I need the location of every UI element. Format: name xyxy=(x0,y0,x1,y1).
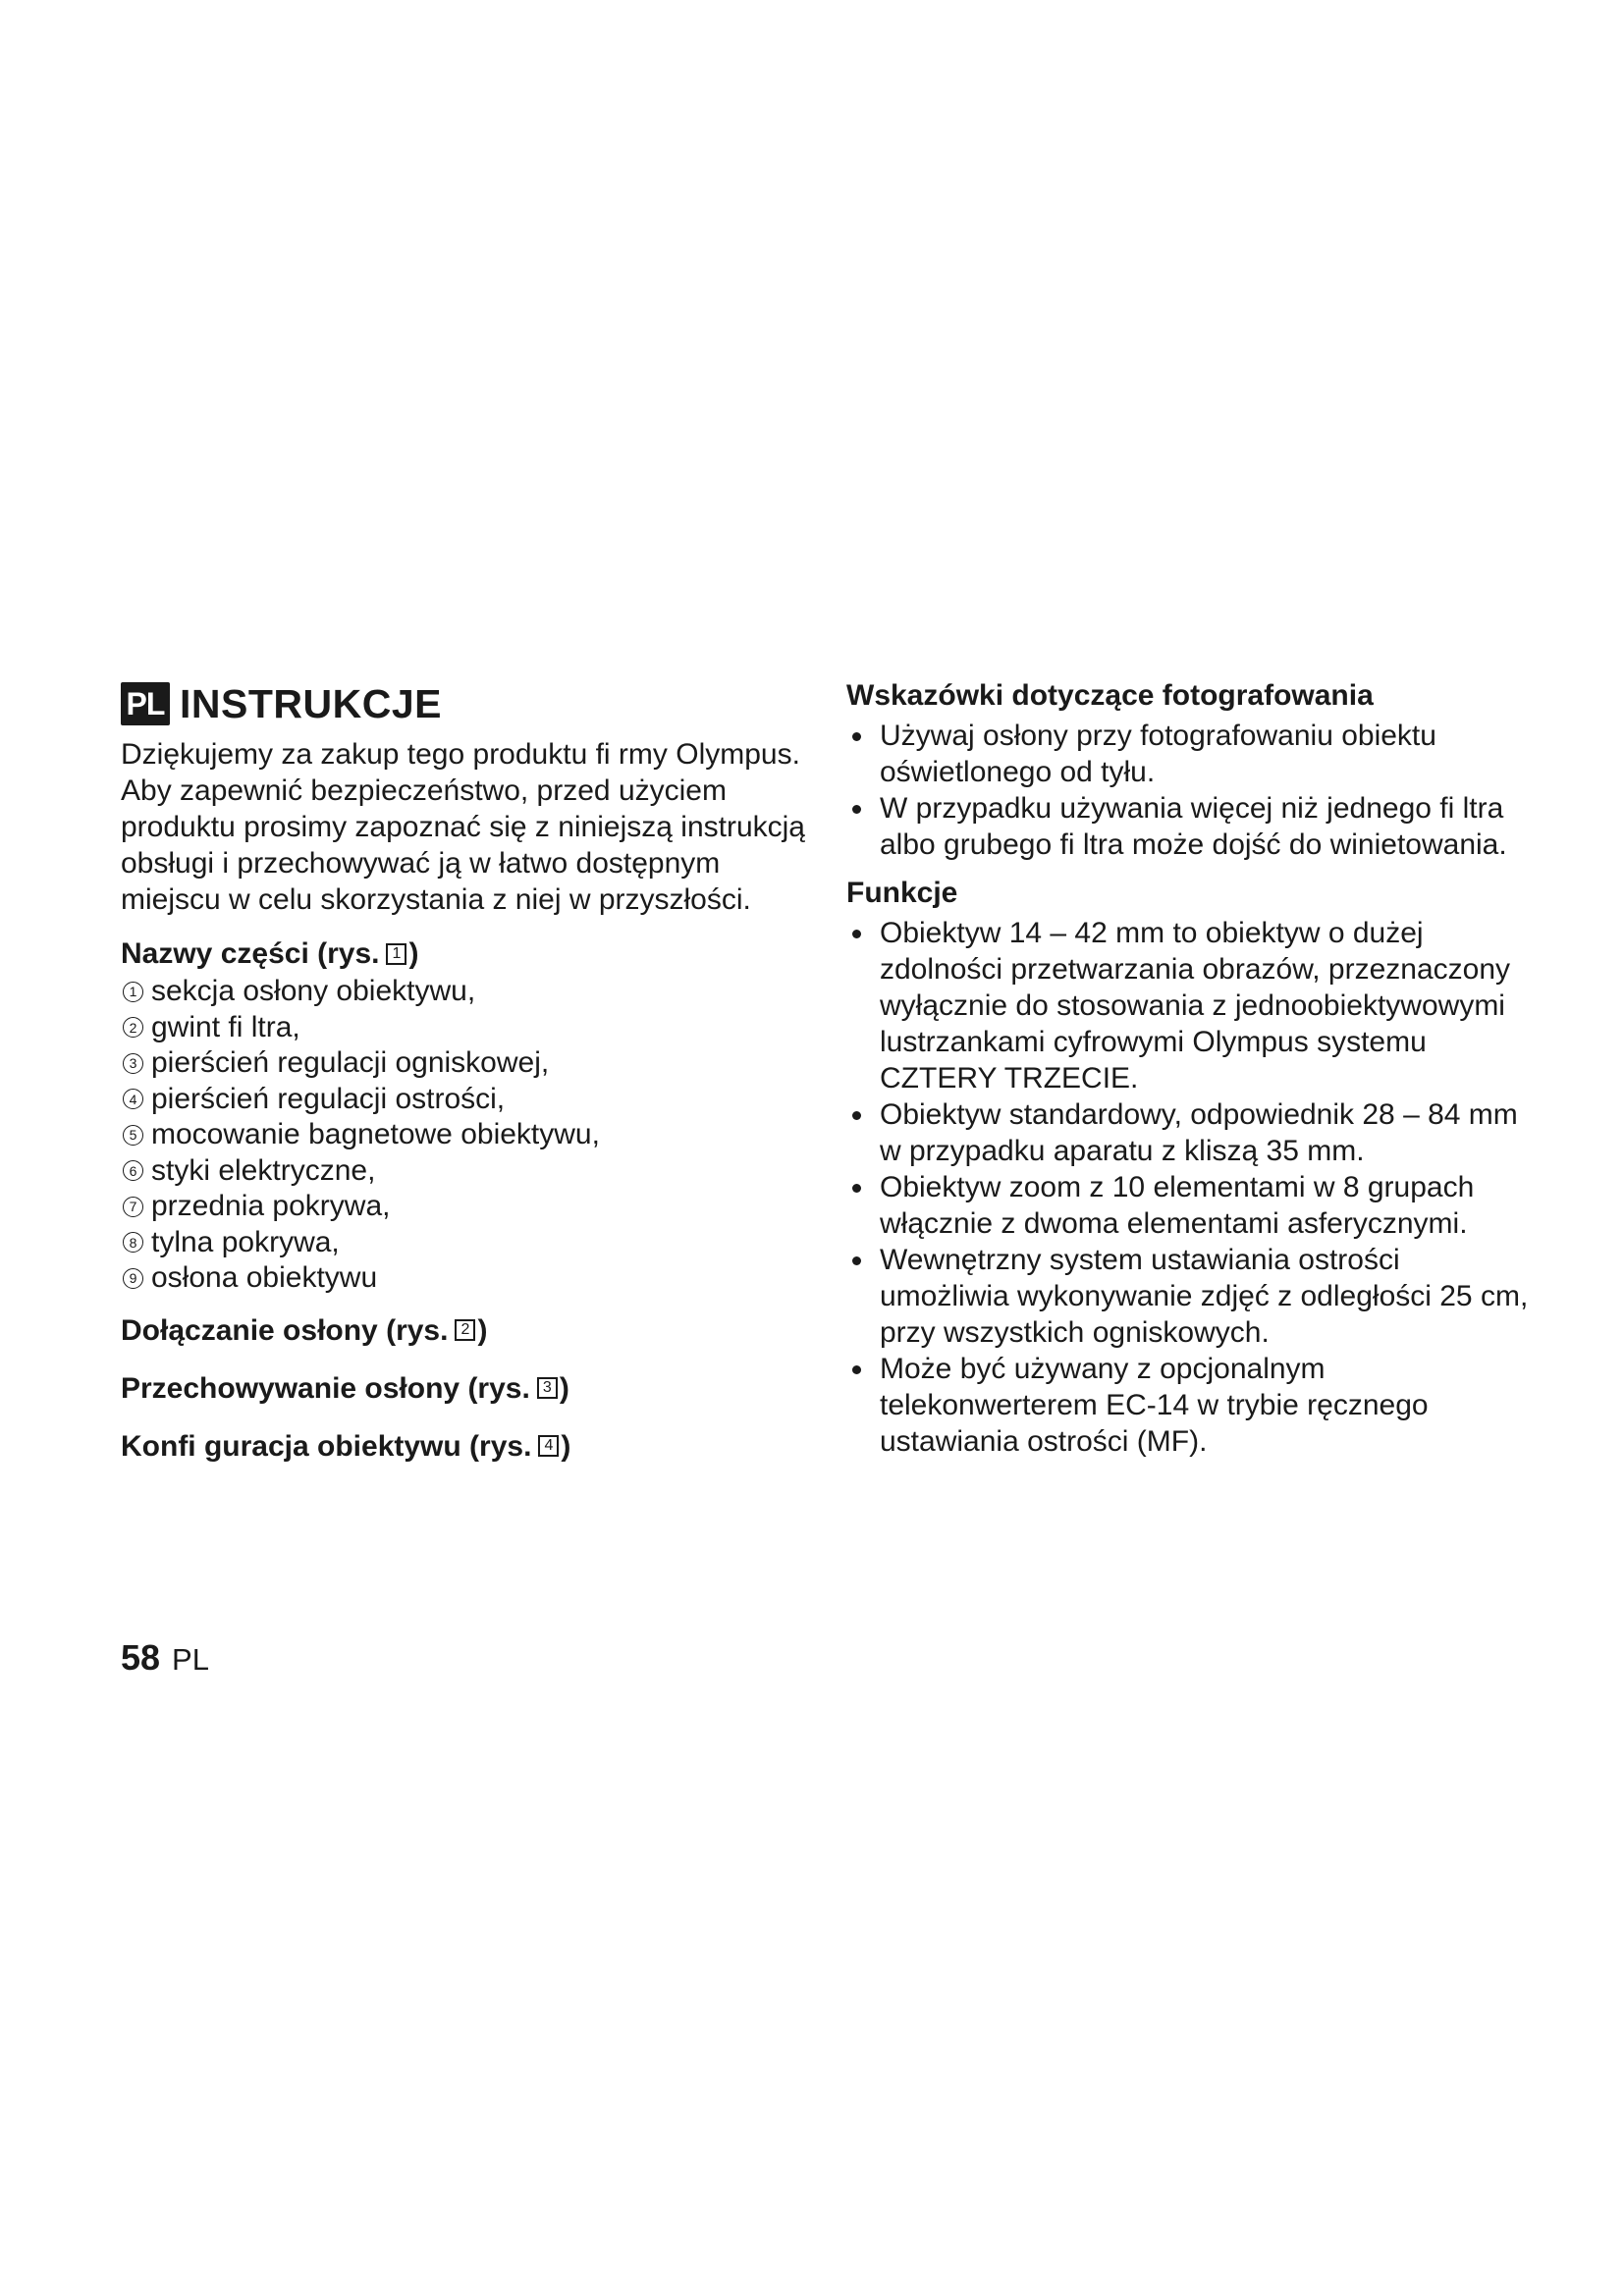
list-item xyxy=(121,1045,808,1082)
page-number: 58 xyxy=(121,1637,161,1678)
lens-config-heading: Konfi guracja obiektywu (rys. 4 ) xyxy=(121,1429,571,1463)
figure-ref-icon: 3 xyxy=(537,1377,558,1399)
part-label: sekcja osłony obiektywu, xyxy=(151,975,476,1007)
parts-heading-label: Nazwy części (rys. xyxy=(121,937,380,970)
page-title: INSTRUKCJE xyxy=(180,680,442,726)
part-label: przednia pokrywa, xyxy=(151,1190,391,1222)
part-label: pierścień regulacji ostrości, xyxy=(151,1082,506,1115)
list-item xyxy=(121,974,808,1010)
part-label: mocowanie bagnetowe obiektywu, xyxy=(151,1118,600,1150)
language-badge: PL xyxy=(121,682,170,725)
parts-heading: Nazwy części (rys. 1 ) xyxy=(121,937,419,970)
part-label: tylna pokrywa, xyxy=(151,1225,340,1258)
list-item: Obiektyw standardowy, odpowiednik 28 – 84 mm w przypadku aparatu z kliszą 35 mm. xyxy=(846,1096,1534,1169)
list-item xyxy=(121,1117,808,1153)
list-item: Używaj osłony przy fotografowaniu obiektu oświetlonego od tyłu. xyxy=(846,718,1534,790)
list-item: W przypadku używania więcej niż jednego fi ltra albo grubego fi ltra może dojść do winietowania. xyxy=(846,790,1534,863)
figure-ref-icon: 4 xyxy=(538,1435,559,1457)
circled-number-icon: 3 xyxy=(123,1053,143,1074)
list-item: Obiektyw 14 – 42 mm to obiektyw o dużej zdolności przetwarzania obrazów, przeznaczony wyłącznie do stosowania z jednoobiektywowymi lustrzankami cyfrowymi Olympus systemu CZTERY TRZECIE. xyxy=(846,915,1534,1096)
list-item xyxy=(121,1082,808,1118)
figure-ref-icon: 2 xyxy=(455,1319,475,1341)
circled-number-icon: 9 xyxy=(123,1268,143,1289)
part-label: pierścień regulacji ogniskowej, xyxy=(151,1046,550,1079)
lens-config-label: Konfi guracja obiektywu (rys. xyxy=(121,1429,532,1463)
circled-number-icon: 6 xyxy=(123,1160,143,1181)
list-item: Obiektyw zoom z 10 elementami w 8 grupach włącznie z dwoma elementami asferycznymi. xyxy=(846,1169,1534,1242)
store-hood-heading: Przechowywanie osłony (rys. 3 ) xyxy=(121,1371,569,1405)
circled-number-icon: 5 xyxy=(123,1125,143,1146)
circled-number-icon: 2 xyxy=(123,1017,143,1038)
part-label: osłona obiektywu xyxy=(151,1261,378,1294)
part-label: gwint fi ltra, xyxy=(151,1010,300,1043)
list-item: Może być używany z opcjonalnym telekonwerterem EC-14 w trybie ręcznego ustawiania ostrości (MF). xyxy=(846,1351,1534,1460)
page-footer xyxy=(121,1637,209,1679)
list-item xyxy=(121,1010,808,1046)
list-item xyxy=(121,1260,808,1297)
parts-list xyxy=(121,974,808,1297)
tips-list xyxy=(846,718,1534,863)
list-item: Wewnętrzny system ustawiania ostrości umożliwia wykonywanie zdjęć z odległości 25 cm, przy wszystkich ogniskowych. xyxy=(846,1242,1534,1351)
attach-hood-label: Dołączanie osłony (rys. xyxy=(121,1313,449,1347)
left-column xyxy=(121,677,808,1467)
functions-list xyxy=(846,915,1534,1460)
list-item xyxy=(121,1225,808,1261)
page-language: PL xyxy=(172,1642,209,1677)
circled-number-icon: 1 xyxy=(123,982,143,1002)
circled-number-icon: 4 xyxy=(123,1089,143,1109)
circled-number-icon: 8 xyxy=(123,1232,143,1253)
tips-heading: Wskazówki dotyczące fotografowania xyxy=(846,679,1374,712)
part-label: styki elektryczne, xyxy=(151,1153,376,1187)
intro-paragraph: Dziękujemy za zakup tego produktu fi rmy Olympus. Aby zapewnić bezpieczeństwo, przed użyciem produktu prosimy zapoznać się z niniejszą instrukcją obsługi i przechowywać ją w łatwo dostępnym miejscu w celu skorzystania z niej w przyszłości. xyxy=(121,738,805,916)
figure-ref-icon: 1 xyxy=(386,943,406,965)
right-column xyxy=(846,677,1534,1471)
attach-hood-heading: Dołączanie osłony (rys. 2 ) xyxy=(121,1313,488,1347)
title-row xyxy=(121,677,808,730)
store-hood-label: Przechowywanie osłony (rys. xyxy=(121,1371,530,1405)
circled-number-icon: 7 xyxy=(123,1197,143,1217)
functions-heading: Funkcje xyxy=(846,877,958,909)
list-item xyxy=(121,1189,808,1225)
list-item xyxy=(121,1153,808,1190)
